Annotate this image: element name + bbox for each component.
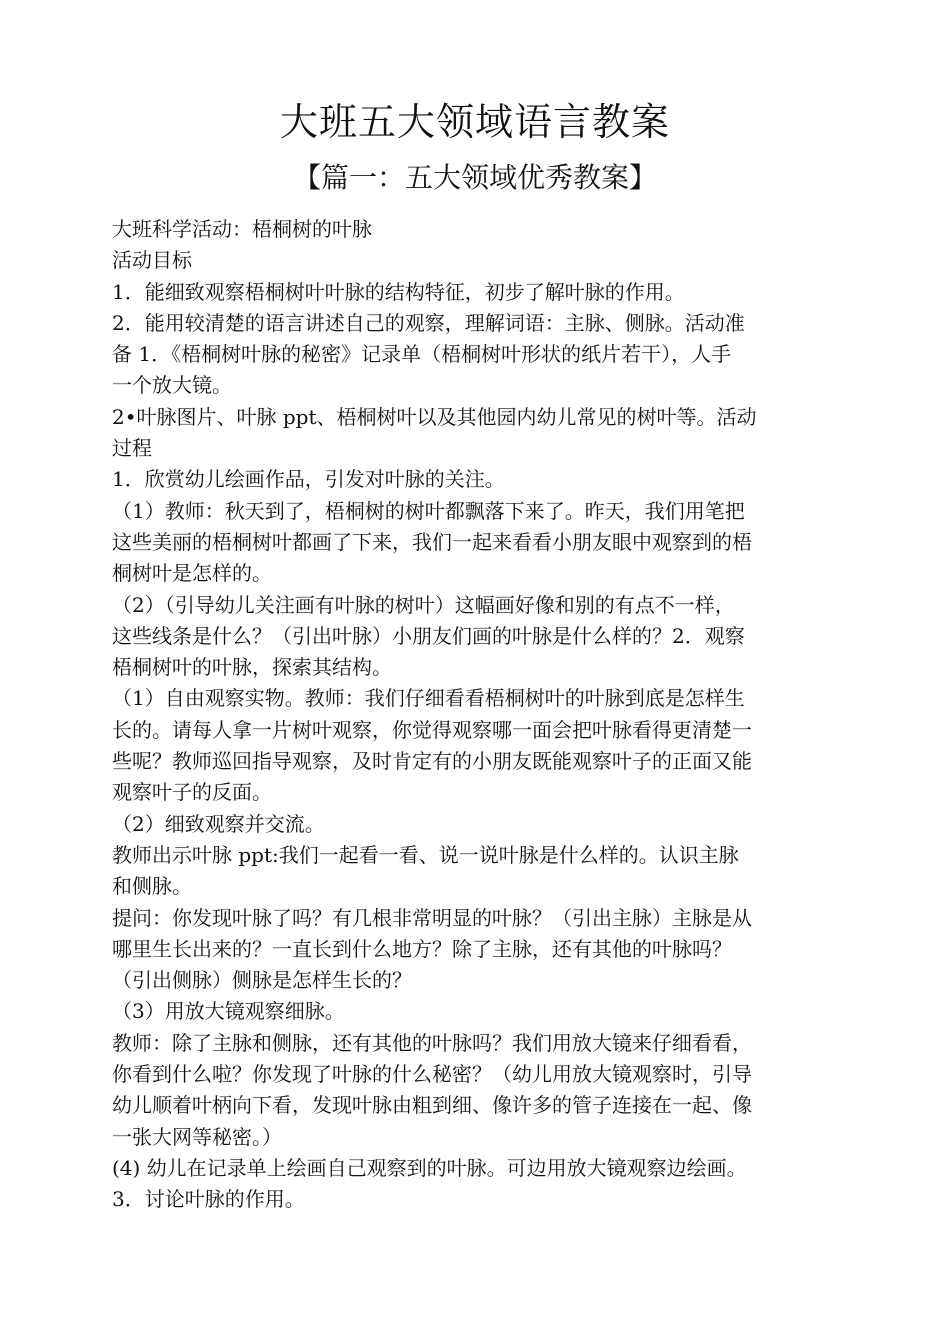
body-line: 长的。请每人拿一片树叶观察，你觉得观察哪一面会把叶脉看得更清楚一 — [112, 717, 752, 742]
body-line: 备 1．《梧桐树叶脉的秘密》记录单（梧桐树叶形状的纸片若干），人手 — [112, 342, 732, 367]
body-line: 1．能细致观察梧桐树叶叶脉的结构特征，初步了解叶脉的作用。 — [112, 279, 685, 304]
body-line: （引出侧脉）侧脉是怎样生长的？ — [112, 968, 412, 993]
body-line: 这些美丽的梧桐树叶都画了下来，我们一起来看看小朋友眼中观察到的梧 — [112, 529, 752, 554]
body-line: (4) 幼儿在记录单上绘画自己观察到的叶脉。可边用放大镜观察边绘画。 — [112, 1155, 747, 1180]
body-line: 你看到什么啦？你发现了叶脉的什么秘密？（幼儿用放大镜观察时，引导 — [112, 1062, 752, 1087]
body-line: （1）自由观察实物。教师：我们仔细看看梧桐树叶的叶脉到底是怎样生 — [112, 686, 745, 711]
body-line: （1）教师：秋天到了，梧桐树的树叶都飘落下来了。昨天，我们用笔把 — [112, 498, 745, 523]
body-line: 一个放大镜。 — [112, 373, 232, 398]
document-subtitle: 【篇一：五大领域优秀教案】 — [292, 161, 657, 194]
body-line: 些呢？教师巡回指导观察，及时肯定有的小朋友既能观察叶子的正面又能 — [112, 749, 752, 774]
body-line: 教师出示叶脉 ppt:我们一起看一看、说一说叶脉是什么样的。认识主脉 — [112, 842, 739, 867]
body-line: 教师：除了主脉和侧脉，还有其他的叶脉吗？我们用放大镜来仔细看看， — [112, 1030, 752, 1055]
body-line: 梧桐树叶的叶脉，探索其结构。 — [112, 655, 392, 680]
body-line: 观察叶子的反面。 — [112, 780, 272, 805]
body-line: （2）（引导幼儿关注画有叶脉的树叶）这幅画好像和别的有点不一样， — [112, 592, 735, 617]
body-line: 2•叶脉图片、叶脉 ppt、梧桐树叶以及其他园内幼儿常见的树叶等。活动 — [112, 404, 757, 429]
document-body — [112, 214, 864, 1216]
body-line: （2）细致观察并交流。 — [112, 811, 325, 836]
body-line: 这些线条是什么？（引出叶脉）小朋友们画的叶脉是什么样的？2．观察 — [112, 623, 745, 648]
document-title: 大班五大领域语言教案 — [279, 100, 670, 144]
body-line: 哪里生长出来的？一直长到什么地方？除了主脉，还有其他的叶脉吗？ — [112, 936, 732, 961]
body-line: 大班科学活动：梧桐树的叶脉 — [112, 217, 372, 241]
body-line: 活动目标 — [112, 248, 192, 273]
body-line: 1．欣赏幼儿绘画作品，引发对叶脉的关注。 — [112, 467, 505, 492]
body-line: 3．讨论叶脉的作用。 — [112, 1187, 305, 1212]
body-line: 一张大网等秘密。） — [112, 1124, 282, 1149]
body-line: （3）用放大镜观察细脉。 — [112, 999, 345, 1024]
body-line: 过程 — [112, 436, 152, 461]
body-line: 和侧脉。 — [112, 874, 192, 899]
body-line: 2．能用较清楚的语言讲述自己的观察，理解词语：主脉、侧脉。活动准 — [112, 310, 745, 335]
body-line: 幼儿顺着叶柄向下看，发现叶脉由粗到细、像许多的管子连接在一起、像 — [112, 1093, 752, 1118]
body-line: 桐树叶是怎样的。 — [112, 561, 272, 586]
body-line: 提问：你发现叶脉了吗？有几根非常明显的叶脉？（引出主脉）主脉是从 — [112, 905, 752, 930]
